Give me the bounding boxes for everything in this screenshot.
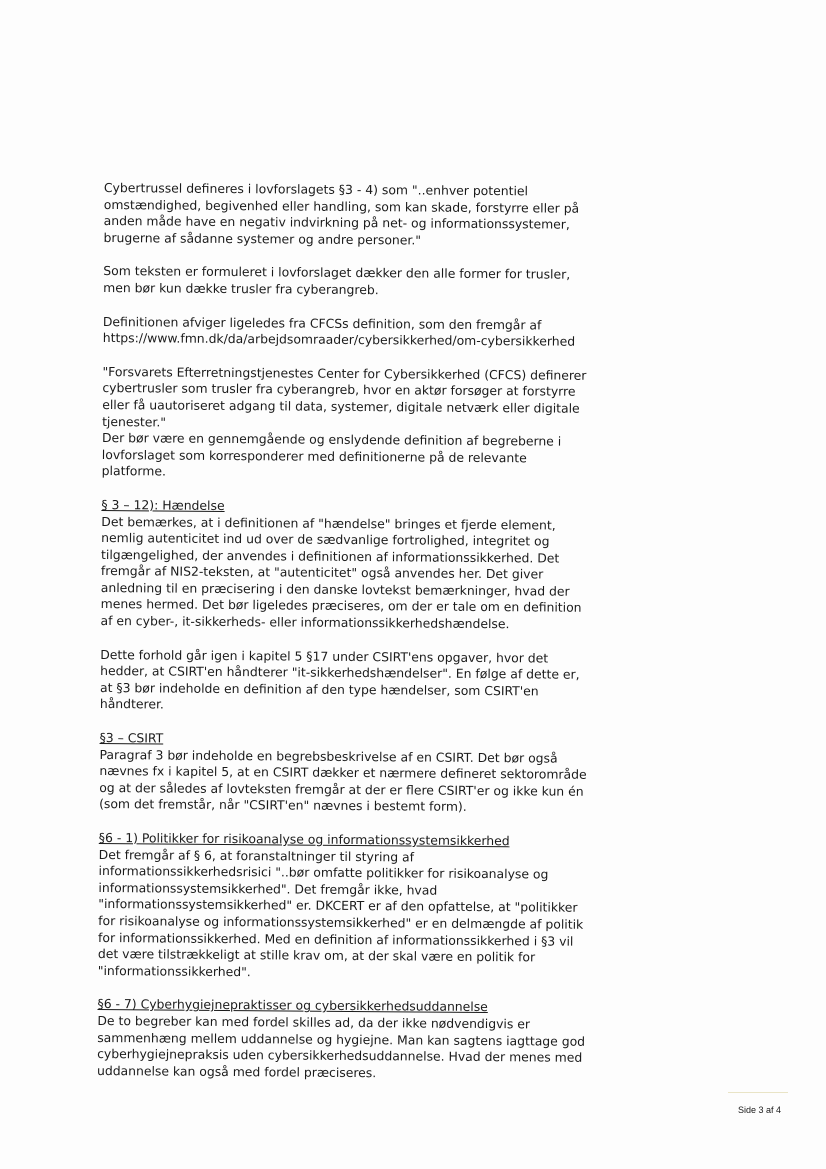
section-cyberhygiejne: [97, 996, 590, 1083]
section-heading-politikker: §6 - 1) Politikker for risikoanalyse og informationssystemsikkerhed: [98, 829, 510, 849]
page-number: Side 3 af 4: [738, 1105, 782, 1115]
section-paragraph: De to begreber kan med fordel skilles ad, da der ikke nødvendigvis er sammenhæng mellem uddannelse og hygiejne. Man kan sagtens iagttage god cyberhygiejnepraksis uden cybersikkerhedsuddannelse. Hvad der menes med uddannelse kan også med fordel præciseres.: [96, 1012, 586, 1080]
section-heading-cyberhygiejne: §6 - 7) Cyberhygiejnepraktisser og cybersikkerhedsuddannelse: [97, 996, 488, 1015]
section-paragraph: Paragraf 3 bør indeholde en begrebsbeskrivelse af en CSIRT. Det bør også nævnes fx i kapitel 5, at en CSIRT dækker et nærmere defineret sektorområde og at der således af lovteksten fremgår at der er flere CSIRT'er og ikke kun én (som det fremstår, når "CSIRT'en" nævnes i bestemt form).: [99, 746, 587, 815]
section-paragraph: Det fremgår af § 6, at foranstaltninger til styring af informationssikkerhedsrisici "..bør omfatte politikker for risikoanalyse og informationssystemsikkerhed". Det fremgår ikke, hvad "informationssystemsikkerhed" er. DKCERT er af den opfattelse, at "politikker for risikoanalyse og informationssystemsikkerhed" er en delmængde af politik for informationssikkerhed. Med en definition af informationssikkerhed i §3 vil det være tilstrækkeligt at stille krav om, at der skal være en politik for "informationssikkerhed".: [97, 846, 584, 979]
section-haendelse: [100, 497, 594, 717]
section-paragraph: Det bemærkes, at i definitionen af "hændelse" bringes et fjerde element, nemlig autenticitet ind ud over de sædvanlige fortrolighed, integritet og tilgængelighed, der anvendes i definitionen af informationssikkerhed. Det fremgår af NIS2-teksten, at "autenticitet" også anvendes her. Det giver anledning til en præcisering i den danske lovtekst bemærkninger, hvad der menes hermed. Det bør ligeledes præciseres, om der er tale om en definition af en cyber-, it-sikkerheds- eller informationssikkerhedshændelse.: [100, 513, 582, 632]
quote-block: [102, 364, 595, 484]
document-body: [97, 180, 596, 1100]
section-csirt: [99, 730, 592, 817]
section-paragraph: Dette forhold går igen i kapitel 5 §17 under CSIRT'ens opgaver, hvor det hedder, at CSIRT'en håndterer "it-sikkerhedshændelser". En følge af dette er, at §3 bør indeholde en definition af den type hændelser, som CSIRT'en håndterer.: [99, 646, 580, 712]
section-heading-csirt: §3 – CSIRT: [99, 730, 164, 746]
paragraph-cfcs-quote: "Forsvarets Efterretningstjenestes Center for Cybersikkerhed (CFCS) definerer cybertrusler som trusler fra cyberangreb, hvor en aktør forsøger at forstyrre eller få uautoriseret adgang til data, systemer, digitale netværk eller digitale tjenester.": [102, 363, 587, 430]
section-politikker: [98, 830, 591, 983]
section-heading-haendelse: § 3 – 12): Hændelse: [101, 496, 225, 513]
paragraph-cfcs-definition-reference: Definitionen afviger ligeledes fra CFCSs definition, som den fremgår af https://www.fmn.dk/da/arbejdsomraader/cybersikkerhed/om-cybersikkerhed: [102, 313, 576, 349]
paragraph-cybertrussel-definition: Cybertrussel defineres i lovforslagets §3 - 4) som "..enhver potentiel omstændighed, begivenhed eller handling, som kan skade, forstyrre eller på anden måde have en negativ indvirkning på net- og informationssystemer, brugerne af sådanne systemer og andre personer.": [103, 180, 580, 248]
footer-divider: [728, 1092, 788, 1093]
paragraph-trusler-formulering: Som teksten er formuleret i lovforslaget dækker den alle former for trusler, men bør kun dække trusler fra cyberangreb.: [103, 263, 571, 298]
paragraph-ensartet-definition: Der bør være en gennemgående og enslydende definition af begreberne i lovforslaget som korresponderer med definitionerne på de relevante platforme.: [101, 430, 562, 479]
